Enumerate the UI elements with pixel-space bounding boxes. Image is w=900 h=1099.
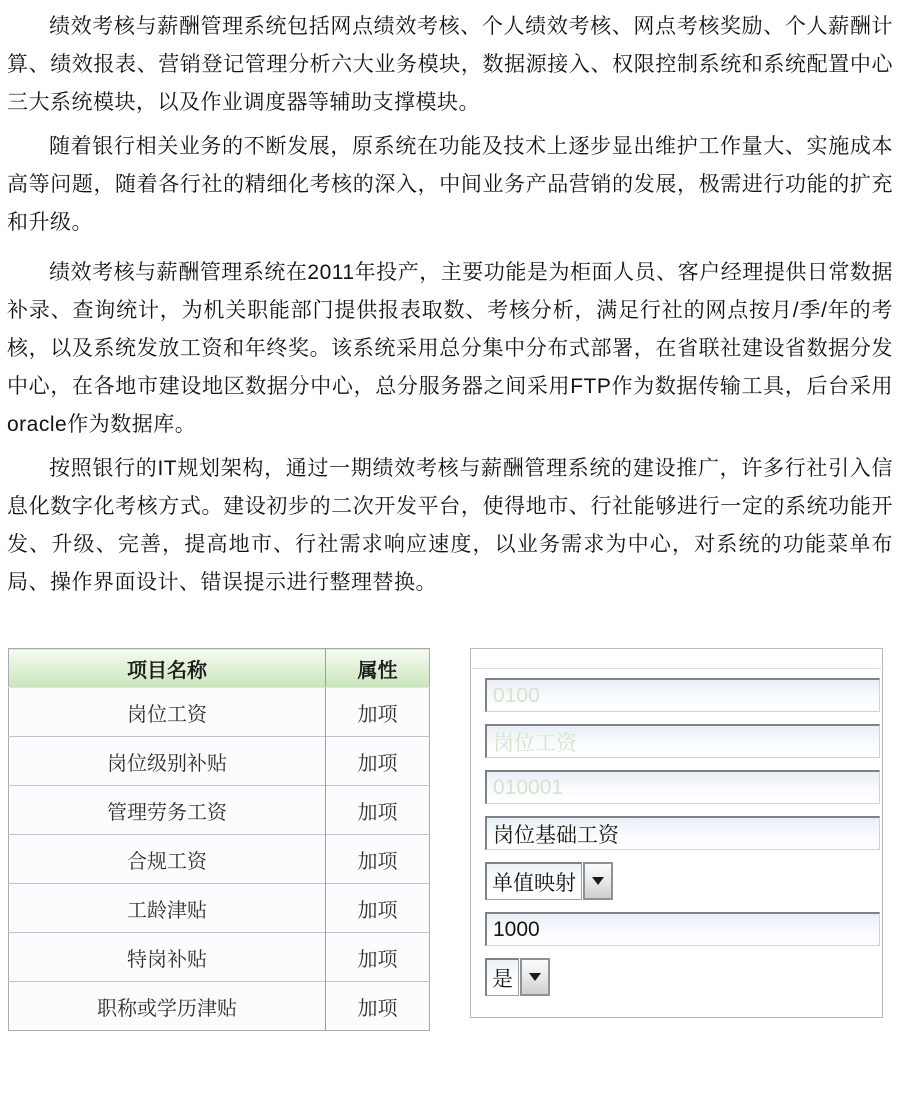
table-row: [9, 786, 430, 835]
item-name-cell: 管理劳务工资: [9, 786, 326, 835]
item-name-cell: 岗位级别补贴: [9, 737, 326, 786]
dropdown-arrow-icon: [592, 877, 604, 885]
table-row: [9, 982, 430, 1031]
item-attr-cell: 加项: [326, 737, 430, 786]
paragraph-system-history: 绩效考核与薪酬管理系统在2011年投产，主要功能是为柜面人员、客户经理提供日常数据补录、查询统计，为机关职能部门提供报表取数、考核分析，满足行社的网点按月/季/年的考核，以及系统发放工资和年终奖。该系统采用总分集中分布式部署，在省联社建设省数据分发中心，在各地市建设地区数据分中心，总分服务器之间采用FTP作为数据传输工具，后台采用oracle作为数据库。: [7, 261, 893, 436]
item-detail-form: [471, 669, 882, 1008]
category-code-input[interactable]: [485, 678, 880, 712]
panel-top-divider: [472, 649, 881, 669]
item-name-cell: 职称或学历津贴: [9, 982, 326, 1031]
category-name-input[interactable]: [485, 724, 880, 758]
item-name-cell: 工龄津贴: [9, 884, 326, 933]
salary-items-table: [8, 648, 430, 1031]
table-row: [9, 688, 430, 737]
item-name-input[interactable]: [485, 816, 880, 850]
mapping-type-select[interactable]: [485, 862, 613, 900]
item-attr-cell: 加项: [326, 884, 430, 933]
dropdown-arrow-icon: [529, 973, 541, 981]
table-header-row: [9, 649, 430, 688]
item-attr-cell: 加项: [326, 786, 430, 835]
amount-input[interactable]: [485, 912, 880, 946]
column-header-attribute: 属性: [326, 649, 430, 688]
enabled-flag-dropdown-button[interactable]: [520, 958, 550, 996]
item-detail-panel: [470, 648, 883, 1018]
item-name-cell: 岗位工资: [9, 688, 326, 737]
table-row: [9, 835, 430, 884]
document-body: [0, 4, 900, 608]
paragraph-it-plan: 按照银行的IT规划架构，通过一期绩效考核与薪酬管理系统的建设推广，许多行社引入信息化数字化考核方式。建设初步的二次开发平台，使得地市、行社能够进行一定的系统功能开发、升级、完善，提高地市、行社需求响应速度，以业务需求为中心，对系统的功能菜单布局、操作界面设计、错误提示进行整理替换。: [7, 457, 893, 594]
item-attr-cell: 加项: [326, 933, 430, 982]
mapping-type-dropdown-button[interactable]: [583, 862, 613, 900]
enabled-flag-select[interactable]: [485, 958, 550, 996]
table-row: [9, 884, 430, 933]
column-header-item-name: 项目名称: [9, 649, 326, 688]
item-name-cell: 特岗补贴: [9, 933, 326, 982]
bottom-section: [8, 648, 883, 1031]
paragraph-upgrade-need: 随着银行相关业务的不断发展，原系统在功能及技术上逐步显出维护工作量大、实施成本高等问题，随着各行社的精细化考核的深入，中间业务产品营销的发展，极需进行功能的扩充和升级。: [7, 135, 893, 234]
table-row: [9, 933, 430, 982]
item-attr-cell: 加项: [326, 688, 430, 737]
item-attr-cell: 加项: [326, 835, 430, 884]
mapping-type-value[interactable]: 单值映射: [485, 862, 582, 900]
paragraph-modules: 绩效考核与薪酬管理系统包括网点绩效考核、个人绩效考核、网点考核奖励、个人薪酬计算、绩效报表、营销登记管理分析六大业务模块，数据源接入、权限控制系统和系统配置中心三大系统模块，以及作业调度器等辅助支撑模块。: [7, 15, 893, 114]
item-code-input[interactable]: [485, 770, 880, 804]
item-attr-cell: 加项: [326, 982, 430, 1031]
table-row: [9, 737, 430, 786]
enabled-flag-value[interactable]: 是: [485, 958, 519, 996]
item-name-cell: 合规工资: [9, 835, 326, 884]
